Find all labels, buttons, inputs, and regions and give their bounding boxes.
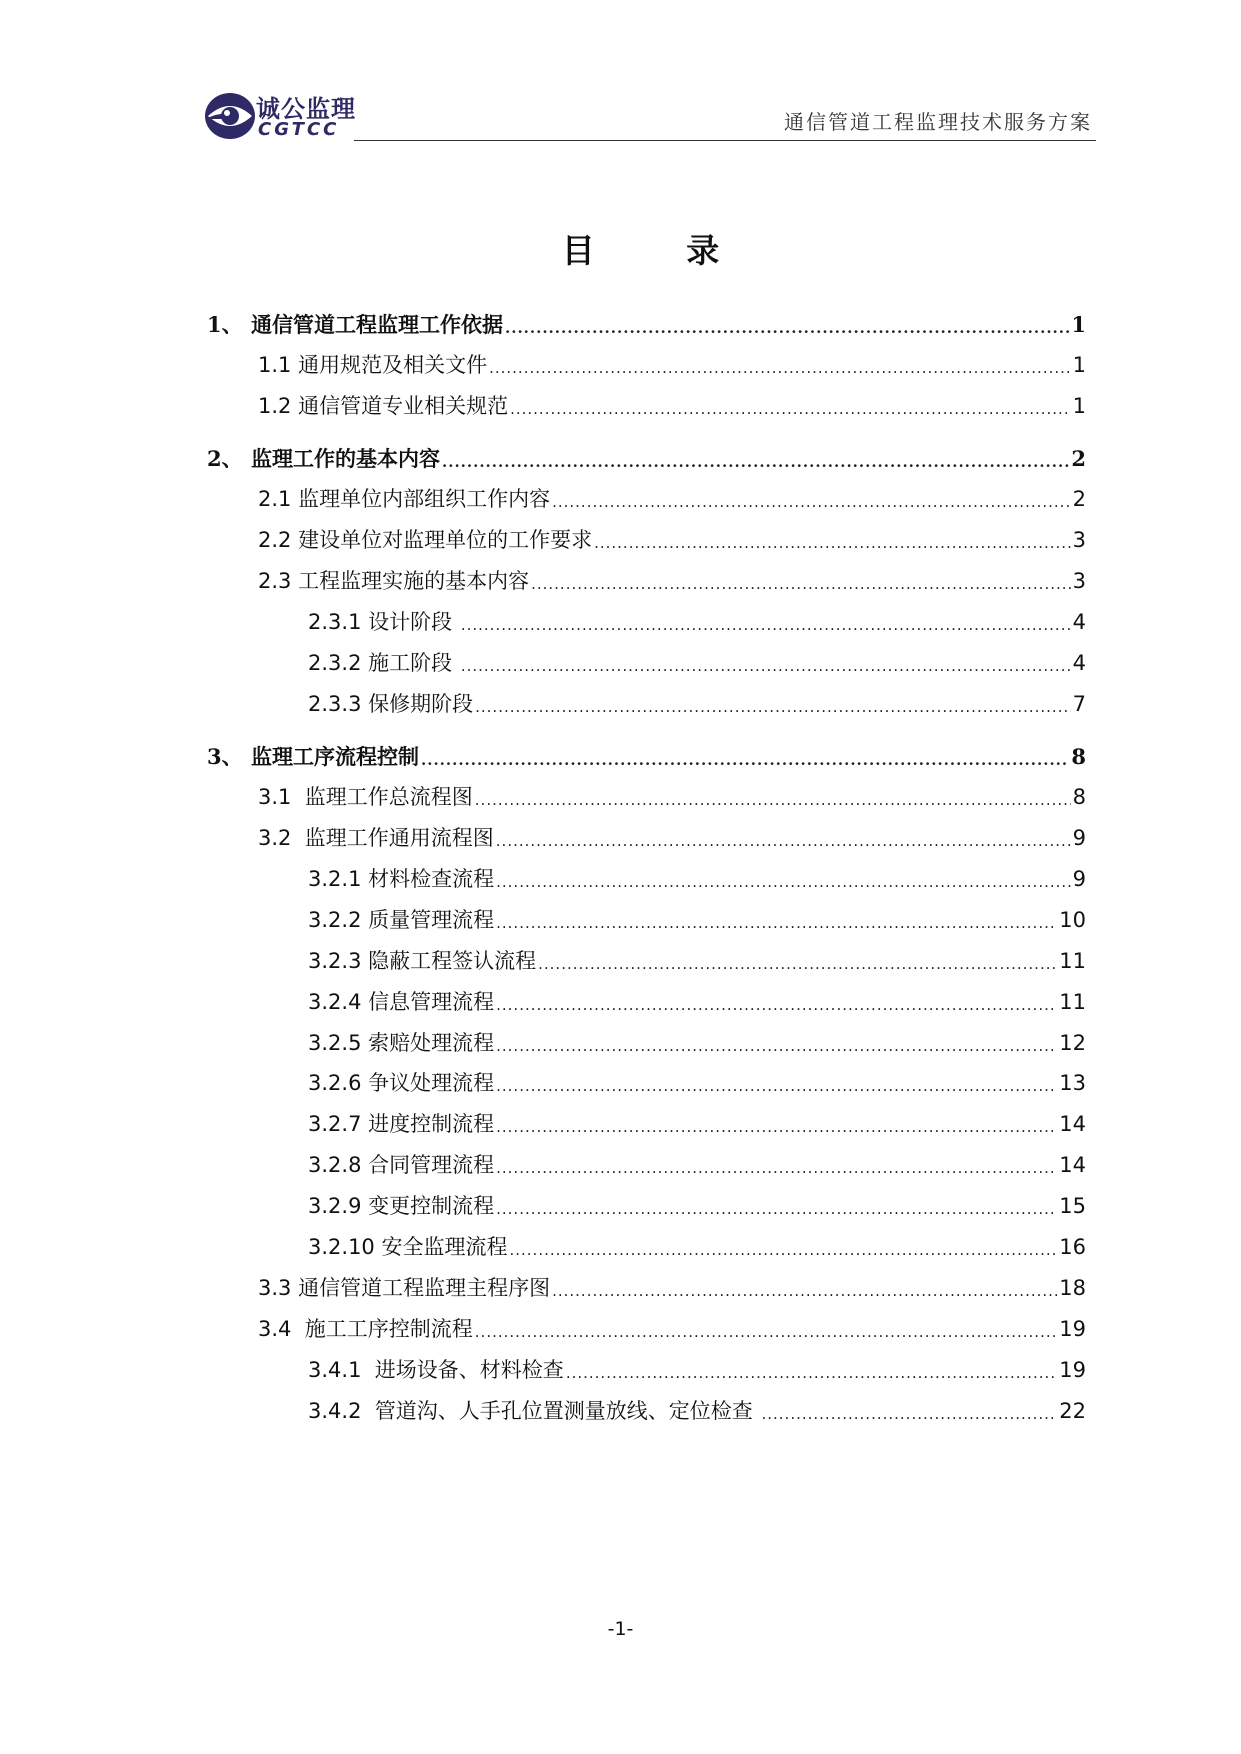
toc-dot-leader [442,448,1069,476]
toc-entry-label [308,605,459,639]
toc-entry[interactable] [308,1026,1086,1060]
toc-entry[interactable] [207,740,1086,774]
toc-entry-page: 19 [1059,1317,1086,1341]
toc-entry[interactable] [258,348,1086,382]
toc-entry-label [258,482,550,516]
toc-entry-page: 18 [1059,1276,1086,1300]
toc-entry-number: 1.1 [258,353,292,377]
toc-entry-title: 监理工序流程控制 [251,744,419,769]
toc-entry-number: 2.2 [258,528,292,552]
header-rule [354,140,1096,141]
toc-entry[interactable] [308,1394,1086,1428]
toc-entry-label [207,308,503,342]
toc-entry-page: 3 [1072,569,1086,593]
toc-entry-title: 管道沟、人手孔位置测量放线、定位检查 [368,1399,760,1423]
toc-entry-title: 争议处理流程 [368,1071,495,1095]
toc-entry-number: 3、 [207,744,243,769]
toc-entry-number: 3.2.9 [308,1194,362,1218]
toc-entry[interactable] [258,389,1086,423]
toc-entry-title: 隐蔽工程签认流程 [368,949,537,973]
toc-entry-number: 2.3.3 [308,692,362,716]
toc-entry-page: 12 [1059,1031,1086,1055]
toc-dot-leader [461,611,1071,639]
toc-entry-title: 监理工作的基本内容 [251,446,440,471]
toc-entry-page: 9 [1072,867,1086,891]
eye-logo-icon [204,92,256,140]
toc-entry-page: 4 [1072,610,1086,634]
toc-entry[interactable] [308,862,1086,896]
toc-entry-number: 3.2.4 [308,990,362,1014]
toc-entry-label [207,740,419,774]
toc-entry-number: 3.3 [258,1276,292,1300]
toc-entry-number: 3.2.2 [308,908,362,932]
toc-entry-label [308,944,536,978]
toc-entry-page: 3 [1072,528,1086,552]
toc-entry-page: 9 [1072,826,1086,850]
toc-entry-label [258,564,529,598]
toc-entry-page: 2 [1071,446,1086,471]
toc-entry-label [308,1394,759,1428]
toc-dot-leader [496,1032,1057,1060]
toc-entry-title: 变更控制流程 [368,1194,495,1218]
toc-entry[interactable] [308,1148,1086,1182]
toc-entry[interactable] [308,903,1086,937]
toc-entry-label [258,348,487,382]
toc-entry-number: 3.2.3 [308,949,362,973]
toc-entry-label [308,1107,494,1141]
toc-dot-leader [496,1154,1057,1182]
toc-entry-page: 19 [1059,1358,1086,1382]
toc-dot-leader [552,488,1071,516]
toc-entry-number: 1.2 [258,394,292,418]
toc-entry-label [258,389,508,423]
toc-entry-title: 通信管道工程监理工作依据 [251,312,503,337]
toc-entry-label [308,1148,494,1182]
toc-entry-title: 合同管理流程 [368,1153,495,1177]
logo-chinese-name: 诚公监理 [256,95,356,123]
toc-dot-leader [475,1318,1057,1346]
toc-entry-page: 2 [1072,487,1086,511]
toc-entry-label [308,1026,494,1060]
toc-entry-title: 设计阶段 [368,610,459,634]
toc-entry-label [258,821,494,855]
toc-dot-leader [421,746,1069,774]
toc-entry-page: 22 [1059,1399,1086,1423]
toc-entry[interactable] [258,780,1086,814]
toc-entry-label [308,1353,564,1387]
toc-entry-page: 10 [1059,908,1086,932]
toc-entry-number: 3.2.6 [308,1071,362,1095]
page-title: 目 录 [561,231,760,270]
toc-entry-number: 3.2.1 [308,867,362,891]
toc-dot-leader [566,1359,1057,1387]
toc-dot-leader [496,868,1071,896]
toc-entry-number: 3.2.8 [308,1153,362,1177]
toc-entry[interactable] [308,944,1086,978]
toc-dot-leader [496,1113,1057,1141]
toc-entry-page: 4 [1072,651,1086,675]
toc-entry-title: 质量管理流程 [368,908,495,932]
toc-dot-leader [531,570,1071,598]
toc-entry-page: 8 [1072,785,1086,809]
page-header [204,88,1096,144]
header-title: 通信管道工程监理技术服务方案 [784,110,1092,134]
toc-entry[interactable] [258,482,1086,516]
toc-entry-title: 监理工作总流程图 [298,785,473,809]
toc-dot-leader [496,827,1071,855]
toc-entry[interactable] [308,985,1086,1019]
toc-entry-title: 材料检查流程 [368,867,495,891]
toc-entry-page: 11 [1059,949,1086,973]
toc-entry-title: 施工阶段 [368,651,459,675]
toc-entry[interactable] [258,1271,1086,1305]
toc-entry[interactable] [308,687,1086,721]
toc-dot-leader [761,1400,1057,1428]
toc-entry-page: 14 [1059,1112,1086,1136]
toc-dot-leader [552,1277,1057,1305]
toc-entry-number: 3.2.7 [308,1112,362,1136]
toc-entry-label [258,523,592,557]
toc-entry-page: 11 [1059,990,1086,1014]
toc-entry-number: 2.3 [258,569,292,593]
toc-entry-number: 3.4.1 [308,1358,362,1382]
toc-dot-leader [489,354,1071,382]
toc-entry-label [308,985,494,1019]
toc-entry-label [308,687,473,721]
toc-entry-page: 1 [1072,394,1086,418]
toc-entry[interactable] [308,1230,1086,1264]
toc-entry[interactable] [258,1312,1086,1346]
toc-entry-title: 施工工序控制流程 [298,1317,473,1341]
toc-entry-title: 安全监理流程 [381,1235,508,1259]
toc-entry[interactable] [258,821,1086,855]
toc-dot-leader [538,950,1057,978]
toc-entry[interactable] [308,1353,1086,1387]
toc-entry-label [258,780,473,814]
toc-dot-leader [475,786,1071,814]
toc-entry-label [308,862,494,896]
toc-entry-label [308,1189,494,1223]
toc-entry-title: 通信管道专业相关规范 [298,394,509,418]
toc-entry[interactable] [308,1107,1086,1141]
toc-entry-label [308,646,459,680]
company-logo [204,88,364,144]
toc-entry-title: 工程监理实施的基本内容 [298,569,530,593]
toc-entry-title: 通信管道工程监理主程序图 [298,1276,551,1300]
toc-entry[interactable] [258,523,1086,557]
toc-entry-title: 建设单位对监理单位的工作要求 [298,528,593,552]
toc-entry-label [258,1312,473,1346]
toc-entry-number: 3.2 [258,826,292,850]
toc-entry-page: 1 [1071,312,1086,337]
toc-dot-leader [505,314,1069,342]
toc-dot-leader [594,529,1071,557]
logo-english-name: CGTCC [258,119,340,140]
toc-dot-leader [496,1072,1057,1100]
toc-entry-page: 1 [1072,353,1086,377]
toc-entry-number: 3.4.2 [308,1399,362,1423]
toc-entry-number: 2.3.1 [308,610,362,634]
toc-entry-label [308,903,494,937]
toc-dot-leader [510,395,1071,423]
toc-entry-title: 监理工作通用流程图 [298,826,494,850]
toc-entry[interactable] [258,564,1086,598]
toc-entry-page: 14 [1059,1153,1086,1177]
toc-dot-leader [496,909,1057,937]
toc-entry-number: 3.1 [258,785,292,809]
toc-entry-page: 16 [1059,1235,1086,1259]
toc-entry-title: 信息管理流程 [368,990,495,1014]
toc-entry-title: 保修期阶段 [368,692,474,716]
toc-entry[interactable] [308,1066,1086,1100]
toc-entry-label [207,442,440,476]
toc-dot-leader [496,991,1057,1019]
toc-entry-number: 3.2.10 [308,1235,375,1259]
toc-entry-number: 2.3.2 [308,651,362,675]
toc-entry[interactable] [207,308,1086,342]
toc-entry-page: 15 [1059,1194,1086,1218]
toc-entry-page: 7 [1072,692,1086,716]
page-number: -1- [607,1618,634,1640]
toc-dot-leader [475,693,1071,721]
toc-entry-number: 3.2.5 [308,1031,362,1055]
toc-entry-page: 8 [1071,744,1086,769]
toc-entry-number: 2.1 [258,487,292,511]
toc-entry[interactable] [207,442,1086,476]
toc-entry-number: 3.4 [258,1317,292,1341]
toc-entry-title: 监理单位内部组织工作内容 [298,487,551,511]
toc-entry-label [258,1271,550,1305]
toc-entry-number: 2、 [207,446,243,471]
toc-entry[interactable] [308,1189,1086,1223]
toc-entry-title: 进度控制流程 [368,1112,495,1136]
toc-entry-page: 13 [1059,1071,1086,1095]
toc-dot-leader [509,1236,1057,1264]
toc-entry-number: 1、 [207,312,243,337]
toc-entry[interactable] [308,646,1086,680]
toc-entry-title: 索赔处理流程 [368,1031,495,1055]
toc-dot-leader [461,652,1071,680]
toc-entry[interactable] [308,605,1086,639]
toc-entry-label [308,1066,494,1100]
toc-entry-label [308,1230,507,1264]
toc-entry-title: 进场设备、材料检查 [368,1358,564,1382]
toc-dot-leader [496,1195,1057,1223]
toc-entry-title: 通用规范及相关文件 [298,353,488,377]
